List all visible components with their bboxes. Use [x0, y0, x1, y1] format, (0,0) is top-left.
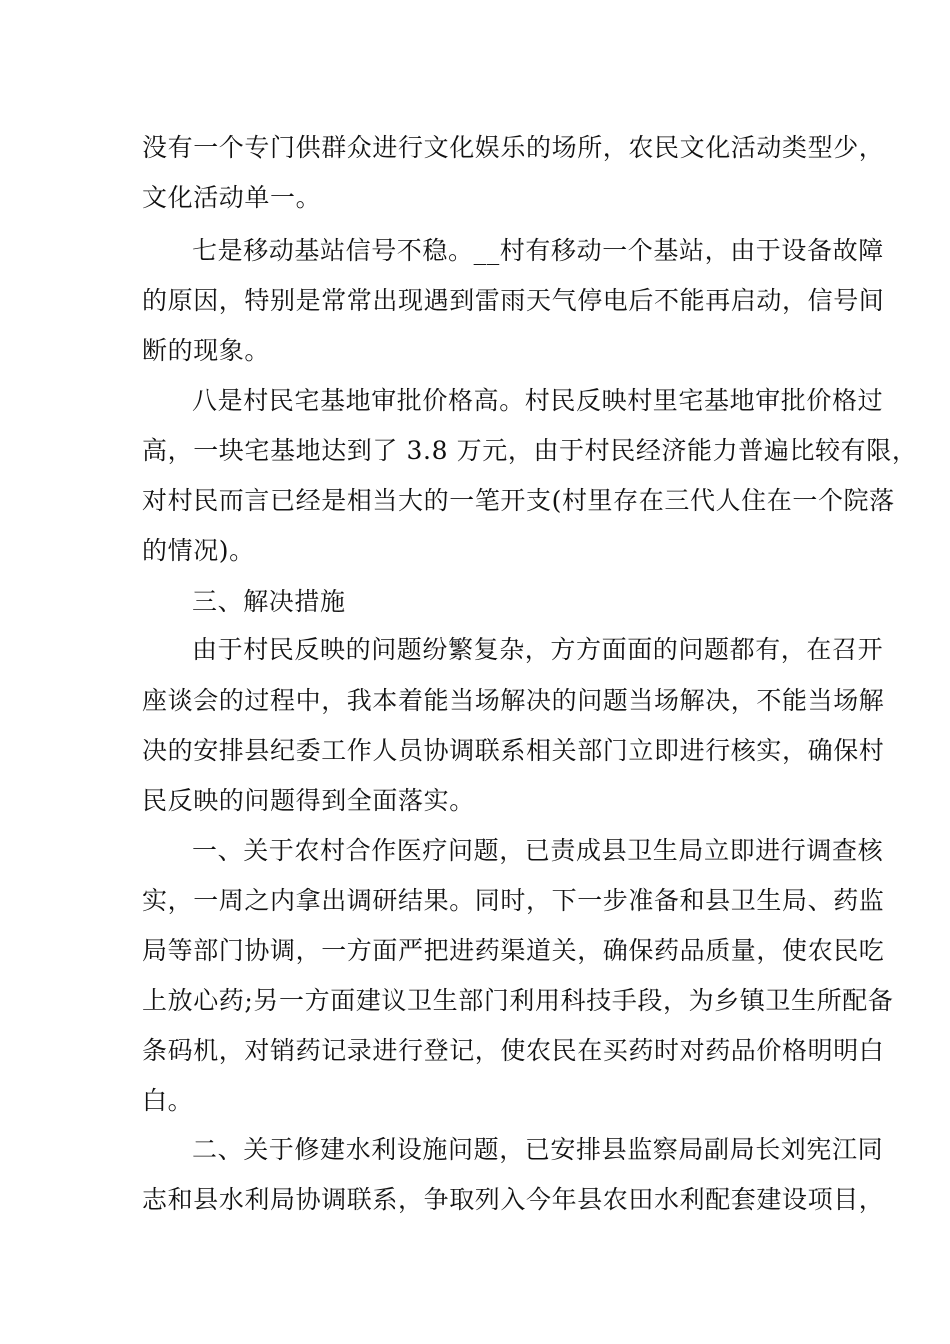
text-line: 对村民而言已经是相当大的一笔开支(村里存在三代人住在一个院落	[142, 486, 895, 515]
text-line: 白。	[142, 1086, 194, 1115]
paragraph-first-line: 八是村民宅基地审批价格高。村民反映村里宅基地审批价格过	[192, 386, 884, 415]
paragraph-first-line: 一、关于农村合作医疗问题，已责成县卫生局立即进行调查核	[192, 836, 884, 865]
paragraph-first-line: 七是移动基站信号不稳。__村有移动一个基站，由于设备故障	[192, 236, 884, 265]
text-line: 上放心药;另一方面建议卫生部门利用科技手段，为乡镇卫生所配备	[142, 986, 894, 1015]
text-line: 高，一块宅基地达到了 3.8 万元，由于村民经济能力普遍比较有限，	[142, 436, 918, 465]
text-line: 局等部门协调，一方面严把进药渠道关，确保药品质量，使农民吃	[142, 936, 885, 965]
text-line: 决的安排县纪委工作人员协调联系相关部门立即进行核实，确保村	[142, 736, 885, 765]
section-heading: 三、解决措施	[192, 587, 346, 616]
text-line: 断的现象。	[142, 336, 271, 365]
text-line: 座谈会的过程中，我本着能当场解决的问题当场解决，不能当场解	[142, 686, 885, 715]
text-line: 文化活动单一。	[142, 183, 322, 212]
text-line: 条码机，对销药记录进行登记，使农民在买药时对药品价格明明白	[142, 1036, 885, 1065]
text-line: 的原因，特别是常常出现遇到雷雨天气停电后不能再启动，信号间	[142, 286, 885, 315]
text-line: 志和县水利局协调联系，争取列入今年县农田水利配套建设项目，	[142, 1185, 885, 1214]
paragraph-first-line: 二、关于修建水利设施问题，已安排县监察局副局长刘宪江同	[192, 1135, 884, 1164]
text-line: 没有一个专门供群众进行文化娱乐的场所，农民文化活动类型少，	[142, 133, 885, 162]
text-line: 实，一周之内拿出调研结果。同时，下一步准备和县卫生局、药监	[142, 886, 885, 915]
text-line: 的情况)。	[142, 536, 255, 565]
text-line: 民反映的问题得到全面落实。	[142, 786, 475, 815]
paragraph-first-line: 由于村民反映的问题纷繁复杂，方方面面的问题都有，在召开	[192, 635, 884, 664]
